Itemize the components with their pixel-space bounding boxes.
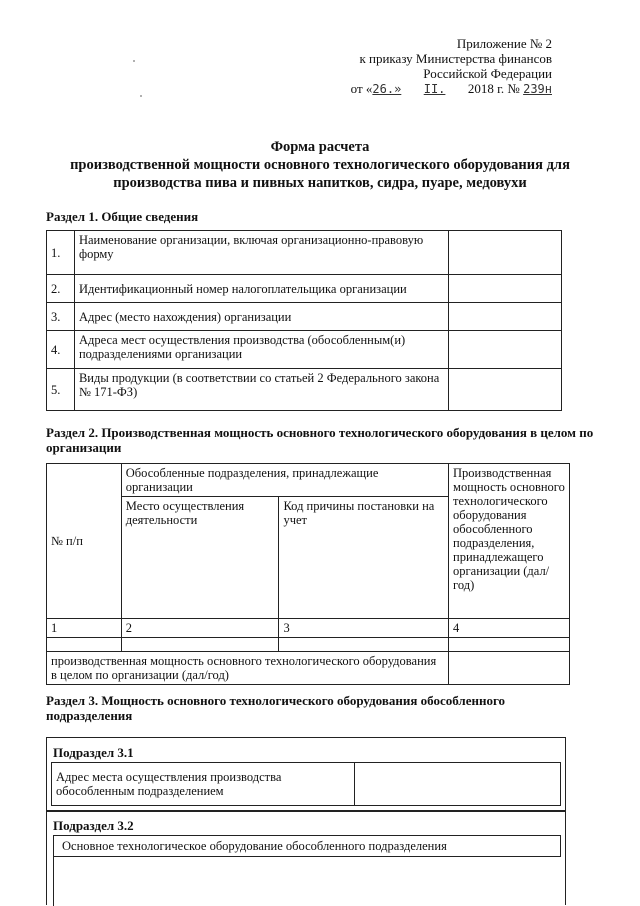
total-value (449, 652, 570, 685)
appendix-line-2: к приказу Министерства финансов (359, 51, 552, 66)
title-line-1: Форма расчета (270, 139, 370, 155)
col-capacity-header: Производственная мощность основного технологического оборудования обособленного подразделения, принадлежащего организации (дал/год) (449, 464, 570, 619)
address-value-cell (355, 762, 561, 806)
date-day: 26.» (372, 82, 402, 96)
equipment-label-cell: Основное технологическое оборудование обособленного подразделения (53, 835, 561, 857)
order-number: 239н (523, 82, 552, 96)
row1-label: Наименование организации, включая организационно-правовую форму (74, 231, 448, 275)
appendix-date-line (332, 81, 552, 97)
col-index-1: 1 (47, 619, 122, 638)
date-month: II. (423, 82, 446, 96)
appendix-block (332, 36, 552, 97)
col-kpp-header: Код причины постановки на учет (279, 497, 449, 619)
row4-num: 4. (47, 331, 75, 369)
row4-value (449, 331, 562, 369)
date-year: 2018 г. № (467, 81, 520, 96)
row1-value (449, 231, 562, 275)
col-index-4: 4 (449, 619, 570, 638)
col-divisions-header: Обособленные подразделения, принадлежащие организации (121, 464, 448, 497)
row2-value (449, 275, 562, 303)
row4-label: Адреса мест осуществления производства (обособленным(и) подразделениями организации (74, 331, 448, 369)
capacity-table (46, 463, 570, 685)
total-label: производственная мощность основного технологического оборудования в целом по организации (дал/год) (47, 652, 449, 685)
section2-heading: Раздел 2. Производственная мощность основного технологического оборудования в целом по организации (46, 425, 594, 455)
row5-label: Виды продукции (в соответствии со статьей 2 Федерального закона № 171-ФЗ) (74, 369, 448, 411)
section3-heading: Раздел 3. Мощность основного технологического оборудования обособленного подразделения (46, 693, 506, 723)
section1-heading: Раздел 1. Общие сведения (46, 209, 199, 224)
row1-num: 1. (47, 231, 75, 275)
row5-value (449, 369, 562, 411)
subsection-3-1-title: Подраздел 3.1 (53, 745, 134, 760)
subsection-3-2 (46, 811, 566, 905)
equipment-table-border (53, 857, 54, 906)
data-cell (449, 638, 570, 652)
row3-value (449, 303, 562, 331)
subsection-3-1 (46, 737, 566, 811)
appendix-line-1: Приложение № 2 (456, 36, 552, 51)
title-line-3: производства пива и пивных напитков, сидра, пуаре, медовухи (113, 175, 527, 191)
title-line-2: производственной мощности основного технологического оборудования для (70, 157, 570, 173)
col-index-3: 3 (279, 619, 449, 638)
col-place-header: Место осуществления деятельности (121, 497, 279, 619)
row2-label: Идентификационный номер налогоплательщика организации (74, 275, 448, 303)
subsection-3-2-title: Подраздел 3.2 (53, 818, 134, 833)
appendix-line-3: Российской Федерации (423, 66, 552, 81)
data-cell (279, 638, 449, 652)
row3-num: 3. (47, 303, 75, 331)
col-index-2: 2 (121, 619, 279, 638)
date-prefix: от « (350, 81, 373, 96)
address-label-cell: Адрес места осуществления производства обособленным подразделением (51, 762, 355, 806)
general-info-table (46, 230, 562, 411)
row3-label: Адрес (место нахождения) организации (74, 303, 448, 331)
data-cell (47, 638, 122, 652)
row2-num: 2. (47, 275, 75, 303)
form-title (30, 138, 610, 192)
row5-num: 5. (47, 369, 75, 411)
data-cell (121, 638, 279, 652)
col-number-header: № п/п (47, 464, 122, 619)
